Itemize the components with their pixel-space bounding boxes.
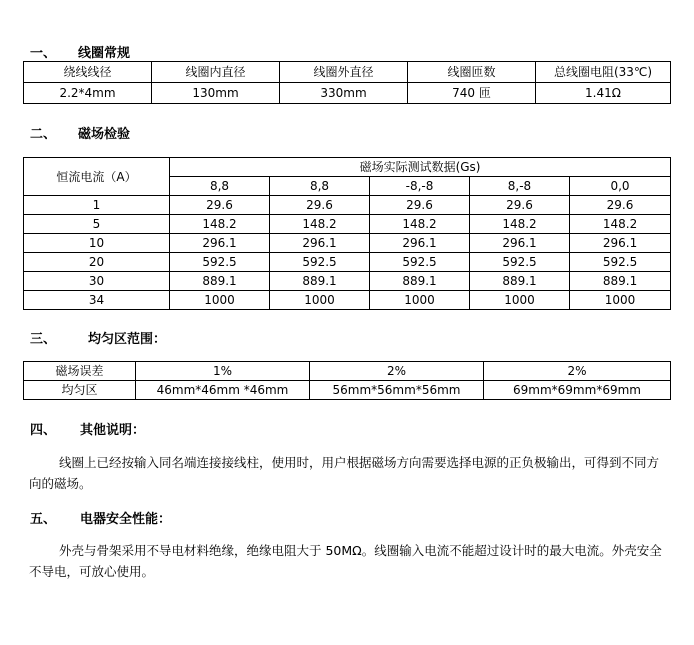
position-header: 8,8 xyxy=(270,177,370,196)
header-turns: 线圈匝数 xyxy=(408,62,536,83)
current-cell: 20 xyxy=(24,253,170,272)
error-label: 磁场误差 xyxy=(24,362,136,381)
field-value: 296.1 xyxy=(470,234,570,253)
field-value: 592.5 xyxy=(370,253,470,272)
field-value: 29.6 xyxy=(470,196,570,215)
field-value: 889.1 xyxy=(270,272,370,291)
position-header: -8,-8 xyxy=(370,177,470,196)
paragraph-text: 线圈上已经按输入同名端连接接线柱，使用时，用户根据磁场方向需要选择电源的正负极输出，可得到不同方向的磁场。 xyxy=(29,455,660,491)
field-value: 29.6 xyxy=(370,196,470,215)
section-number: 三、 xyxy=(30,332,57,347)
position-header: 8,8 xyxy=(170,177,270,196)
zone-value: 46mm*46mm *46mm xyxy=(136,381,310,400)
section-title: 磁场检验 xyxy=(78,127,131,142)
field-value: 1000 xyxy=(370,291,470,310)
value-resistance: 1.41Ω xyxy=(536,83,671,104)
field-value: 1000 xyxy=(270,291,370,310)
section-4-heading xyxy=(30,419,146,438)
value-inner-diameter: 130mm xyxy=(152,83,280,104)
section-title: 其他说明： xyxy=(80,423,146,438)
header-outer-diameter: 线圈外直径 xyxy=(280,62,408,83)
field-value: 889.1 xyxy=(570,272,671,291)
field-value: 1000 xyxy=(470,291,570,310)
field-value: 592.5 xyxy=(470,253,570,272)
zone-value: 69mm*69mm*69mm xyxy=(484,381,671,400)
zone-label: 均匀区 xyxy=(24,381,136,400)
coil-spec-table xyxy=(23,61,671,104)
field-value: 592.5 xyxy=(570,253,671,272)
table-row xyxy=(24,291,671,310)
header-wire-diameter: 绕线线径 xyxy=(24,62,152,83)
value-turns: 740 匝 xyxy=(408,83,536,104)
table-row xyxy=(24,253,671,272)
error-value: 1% xyxy=(136,362,310,381)
section-number: 一、 xyxy=(30,46,57,61)
current-cell: 30 xyxy=(24,272,170,291)
field-value: 296.1 xyxy=(270,234,370,253)
section-title: 电器安全性能： xyxy=(80,512,172,527)
field-value: 592.5 xyxy=(170,253,270,272)
field-value: 296.1 xyxy=(570,234,671,253)
field-value: 296.1 xyxy=(170,234,270,253)
field-value: 148.2 xyxy=(570,215,671,234)
section-3-heading xyxy=(30,328,167,347)
current-cell: 1 xyxy=(24,196,170,215)
header-inner-diameter: 线圈内直径 xyxy=(152,62,280,83)
field-test-table xyxy=(23,157,671,310)
section-number: 五、 xyxy=(30,512,57,527)
error-value: 2% xyxy=(310,362,484,381)
uniform-zone-table xyxy=(23,361,671,400)
paragraph-text: 外壳与骨架采用不导电材料绝缘，绝缘电阻大于 50MΩ。线圈输入电流不能超过设计时的最大电流。外壳安全不导电，可放心使用。 xyxy=(29,543,662,579)
field-value: 148.2 xyxy=(170,215,270,234)
error-value: 2% xyxy=(484,362,671,381)
section-title: 线圈常规 xyxy=(78,46,131,61)
field-value: 592.5 xyxy=(270,253,370,272)
section-number: 四、 xyxy=(30,423,57,438)
value-wire-diameter: 2.2*4mm xyxy=(24,83,152,104)
field-value: 148.2 xyxy=(370,215,470,234)
field-value: 1000 xyxy=(570,291,671,310)
field-value: 1000 xyxy=(170,291,270,310)
field-value: 889.1 xyxy=(470,272,570,291)
section-5-heading xyxy=(30,508,172,527)
field-value: 148.2 xyxy=(470,215,570,234)
zone-value: 56mm*56mm*56mm xyxy=(310,381,484,400)
table-row xyxy=(24,196,671,215)
section-title: 均匀区范围： xyxy=(88,332,167,347)
position-header: 0,0 xyxy=(570,177,671,196)
current-cell: 34 xyxy=(24,291,170,310)
value-outer-diameter: 330mm xyxy=(280,83,408,104)
section-number: 二、 xyxy=(30,127,57,142)
current-cell: 10 xyxy=(24,234,170,253)
table-row xyxy=(24,234,671,253)
field-value: 296.1 xyxy=(370,234,470,253)
table-row xyxy=(24,215,671,234)
section-4-paragraph xyxy=(29,452,671,494)
field-data-header: 磁场实际测试数据(Gs) xyxy=(170,158,671,177)
table-row xyxy=(24,272,671,291)
section-5-paragraph xyxy=(29,540,671,582)
current-header: 恒流电流（A） xyxy=(24,158,170,196)
section-1-heading xyxy=(30,42,131,61)
field-value: 889.1 xyxy=(370,272,470,291)
field-value: 148.2 xyxy=(270,215,370,234)
field-value: 29.6 xyxy=(170,196,270,215)
section-2-heading xyxy=(30,123,131,142)
field-value: 889.1 xyxy=(170,272,270,291)
current-cell: 5 xyxy=(24,215,170,234)
field-value: 29.6 xyxy=(270,196,370,215)
position-header: 8,-8 xyxy=(470,177,570,196)
field-value: 29.6 xyxy=(570,196,671,215)
header-resistance: 总线圈电阻(33℃) xyxy=(536,62,671,83)
